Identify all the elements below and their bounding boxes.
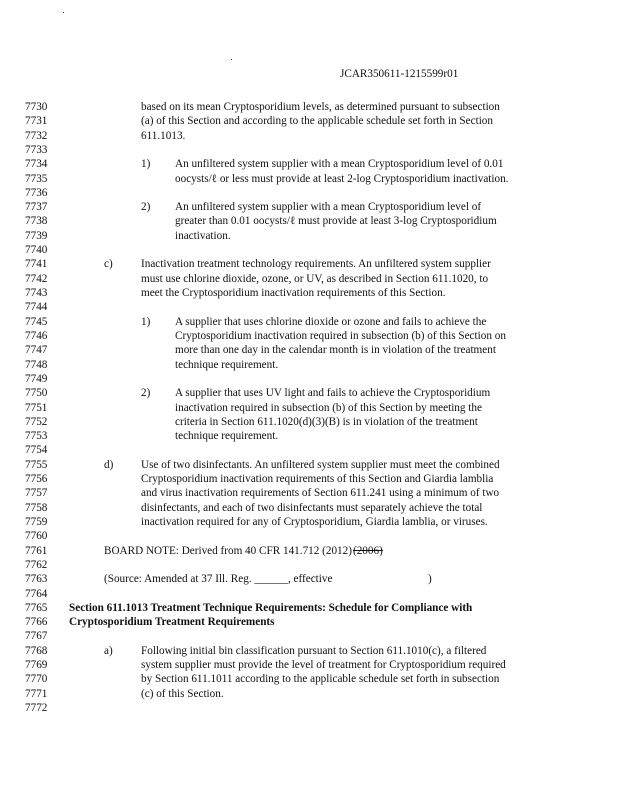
document-line: [0, 258, 619, 272]
line-text: system supplier must provide the level of treatment for Cryptosporidium required: [141, 659, 506, 672]
document-line: [0, 487, 619, 501]
line-number: 7740: [25, 244, 48, 257]
line-number: 7744: [25, 301, 48, 314]
item-label: d): [104, 458, 114, 471]
document-line: [0, 688, 619, 702]
line-text: greater than 0.01 oocysts/ℓ must provide at least 3-log Cryptosporidium: [175, 215, 497, 228]
document-line: [0, 630, 619, 644]
document-line: [0, 387, 619, 401]
line-number: 7765: [25, 601, 48, 614]
document-line: [0, 201, 619, 215]
line-text: meet the Cryptosporidium inactivation requirements of this Section.: [141, 287, 446, 300]
line-number: 7754: [25, 444, 48, 457]
document-line: [0, 559, 619, 573]
document-line: [0, 316, 619, 330]
line-number: 7739: [25, 229, 48, 242]
line-number: 7738: [25, 215, 48, 228]
line-number: 7763: [25, 573, 48, 586]
document-line: [0, 215, 619, 229]
line-text: inactivation required for any of Cryptosporidium, Giardia lamblia, or viruses.: [141, 515, 488, 528]
line-number: 7755: [25, 458, 48, 471]
line-text: oocysts/ℓ or less must provide at least 2-log Cryptosporidium inactivation.: [175, 172, 509, 185]
closing-parenthesis: ): [428, 573, 432, 586]
document-line: [0, 702, 619, 716]
line-number: 7749: [25, 372, 48, 385]
document-line: [0, 573, 619, 587]
line-text: Use of two disinfectants. An unfiltered system supplier must meet the combined: [141, 458, 500, 471]
document-line: [0, 616, 619, 630]
struck-text: (2006): [352, 544, 383, 557]
line-number: 7771: [25, 687, 48, 700]
document-line: [0, 659, 619, 673]
document-line: [0, 402, 619, 416]
line-number: 7760: [25, 530, 48, 543]
line-number: 7741: [25, 258, 48, 271]
line-number: 7734: [25, 158, 48, 171]
document-line: [0, 502, 619, 516]
document-line: [0, 673, 619, 687]
document-line: [0, 130, 619, 144]
line-number: 7742: [25, 272, 48, 285]
line-text: A supplier that uses chlorine dioxide or ozone and fails to achieve the: [175, 315, 487, 328]
line-number: 7758: [25, 501, 48, 514]
document-line: [0, 173, 619, 187]
line-text: (a) of this Section and according to the applicable schedule set forth in Section: [141, 115, 493, 128]
line-text: inactivation.: [175, 229, 231, 242]
line-number: 7766: [25, 616, 48, 629]
document-line: [0, 459, 619, 473]
document-line: [0, 330, 619, 344]
line-number: 7748: [25, 358, 48, 371]
line-text: Cryptosporidium inactivation requirements of this Section and Giardia lamblia: [141, 473, 494, 486]
document-line: [0, 115, 619, 129]
line-number: 7769: [25, 659, 48, 672]
line-text: must use chlorine dioxide, ozone, or UV, as described in Section 611.1020, to: [141, 272, 489, 285]
document-line: [0, 602, 619, 616]
line-number: 7759: [25, 515, 48, 528]
document-line: [0, 473, 619, 487]
document-line: [0, 444, 619, 458]
line-text: technique requirement.: [175, 430, 279, 443]
line-text: by Section 611.1011 according to the applicable schedule set forth in subsection: [141, 673, 500, 686]
item-label: 1): [141, 315, 151, 328]
line-number: 7761: [25, 544, 48, 557]
line-text: An unfiltered system supplier with a mean Cryptosporidium level of: [175, 201, 482, 214]
scan-speck: [231, 59, 232, 60]
document-line: [0, 144, 619, 158]
line-text: criteria in Section 611.1020(d)(3)(B) is in violation of the treatment: [175, 415, 478, 428]
item-label: 2): [141, 201, 151, 214]
line-text: and virus inactivation requirements of Section 611.241 using a minimum of two: [141, 487, 500, 500]
line-number: 7746: [25, 329, 48, 342]
line-text: An unfiltered system supplier with a mean Cryptosporidium level of 0.01: [175, 158, 504, 171]
item-label: c): [104, 258, 113, 271]
line-number: 7730: [25, 101, 48, 113]
document-line: [0, 273, 619, 287]
line-text: (Source: Amended at 37 Ill. Reg. ______, effective: [104, 573, 333, 586]
line-number: 7753: [25, 430, 48, 443]
section-heading: Cryptosporidium Treatment Requirements: [69, 616, 275, 629]
line-text: disinfectants, and each of two disinfectants must separately achieve the total: [141, 501, 483, 514]
section-heading: Section 611.1013 Treatment Technique Requirements: Schedule for Compliance with: [69, 601, 473, 614]
line-number: 7751: [25, 401, 48, 414]
line-number: 7733: [25, 143, 48, 156]
document-line: [0, 359, 619, 373]
line-text: Cryptosporidium inactivation required in subsection (b) of this Section on: [175, 329, 506, 342]
document-line: [0, 287, 619, 301]
line-number: 7756: [25, 473, 48, 486]
document-line: [0, 645, 619, 659]
scan-speck: [63, 12, 64, 13]
line-number: 7757: [25, 487, 48, 500]
line-number: 7736: [25, 186, 48, 199]
document-line: [0, 244, 619, 258]
line-number: 7731: [25, 115, 48, 128]
item-label: 1): [141, 158, 151, 171]
document-line: [0, 373, 619, 387]
document-line: [0, 416, 619, 430]
document-line: [0, 516, 619, 530]
line-number: 7764: [25, 587, 48, 600]
line-number: 7737: [25, 201, 48, 214]
document-line: [0, 301, 619, 315]
document-id-header: JCAR350611-1215599r01: [340, 68, 459, 80]
line-text: BOARD NOTE: Derived from 40 CFR 141.712 (2012): [104, 544, 352, 557]
document-line: [0, 344, 619, 358]
line-number: 7745: [25, 315, 48, 328]
document-line: [0, 588, 619, 602]
line-number: 7772: [25, 702, 48, 715]
line-text: based on its mean Cryptosporidium levels, as determined pursuant to subsection: [141, 101, 500, 113]
line-number: 7762: [25, 558, 48, 571]
line-number: 7732: [25, 129, 48, 142]
line-number: 7752: [25, 415, 48, 428]
item-label: a): [104, 644, 113, 657]
line-text: 611.1013.: [141, 129, 186, 142]
line-number: 7767: [25, 630, 48, 643]
line-number: 7768: [25, 644, 48, 657]
line-text: (c) of this Section.: [141, 687, 224, 700]
document-line: [0, 101, 619, 115]
document-line: [0, 545, 619, 559]
line-text: inactivation required in subsection (b) of this Section by meeting the: [175, 401, 482, 414]
document-line: [0, 158, 619, 172]
line-number: 7735: [25, 172, 48, 185]
line-text: Following initial bin classification pursuant to Section 611.1010(c), a filtered: [141, 644, 487, 657]
line-text: A supplier that uses UV light and fails to achieve the Cryptosporidium: [175, 387, 491, 400]
item-label: 2): [141, 387, 151, 400]
document-line: [0, 530, 619, 544]
line-text: more than one day in the calendar month is in violation of the treatment: [175, 344, 496, 357]
line-text: technique requirement.: [175, 358, 279, 371]
document-line: [0, 230, 619, 244]
line-number: 7743: [25, 287, 48, 300]
line-text: Inactivation treatment technology requirements. An unfiltered system supplier: [141, 258, 491, 271]
line-number: 7750: [25, 387, 48, 400]
document-line: [0, 430, 619, 444]
line-number: 7770: [25, 673, 48, 686]
line-number: 7747: [25, 344, 48, 357]
document-line: [0, 187, 619, 201]
